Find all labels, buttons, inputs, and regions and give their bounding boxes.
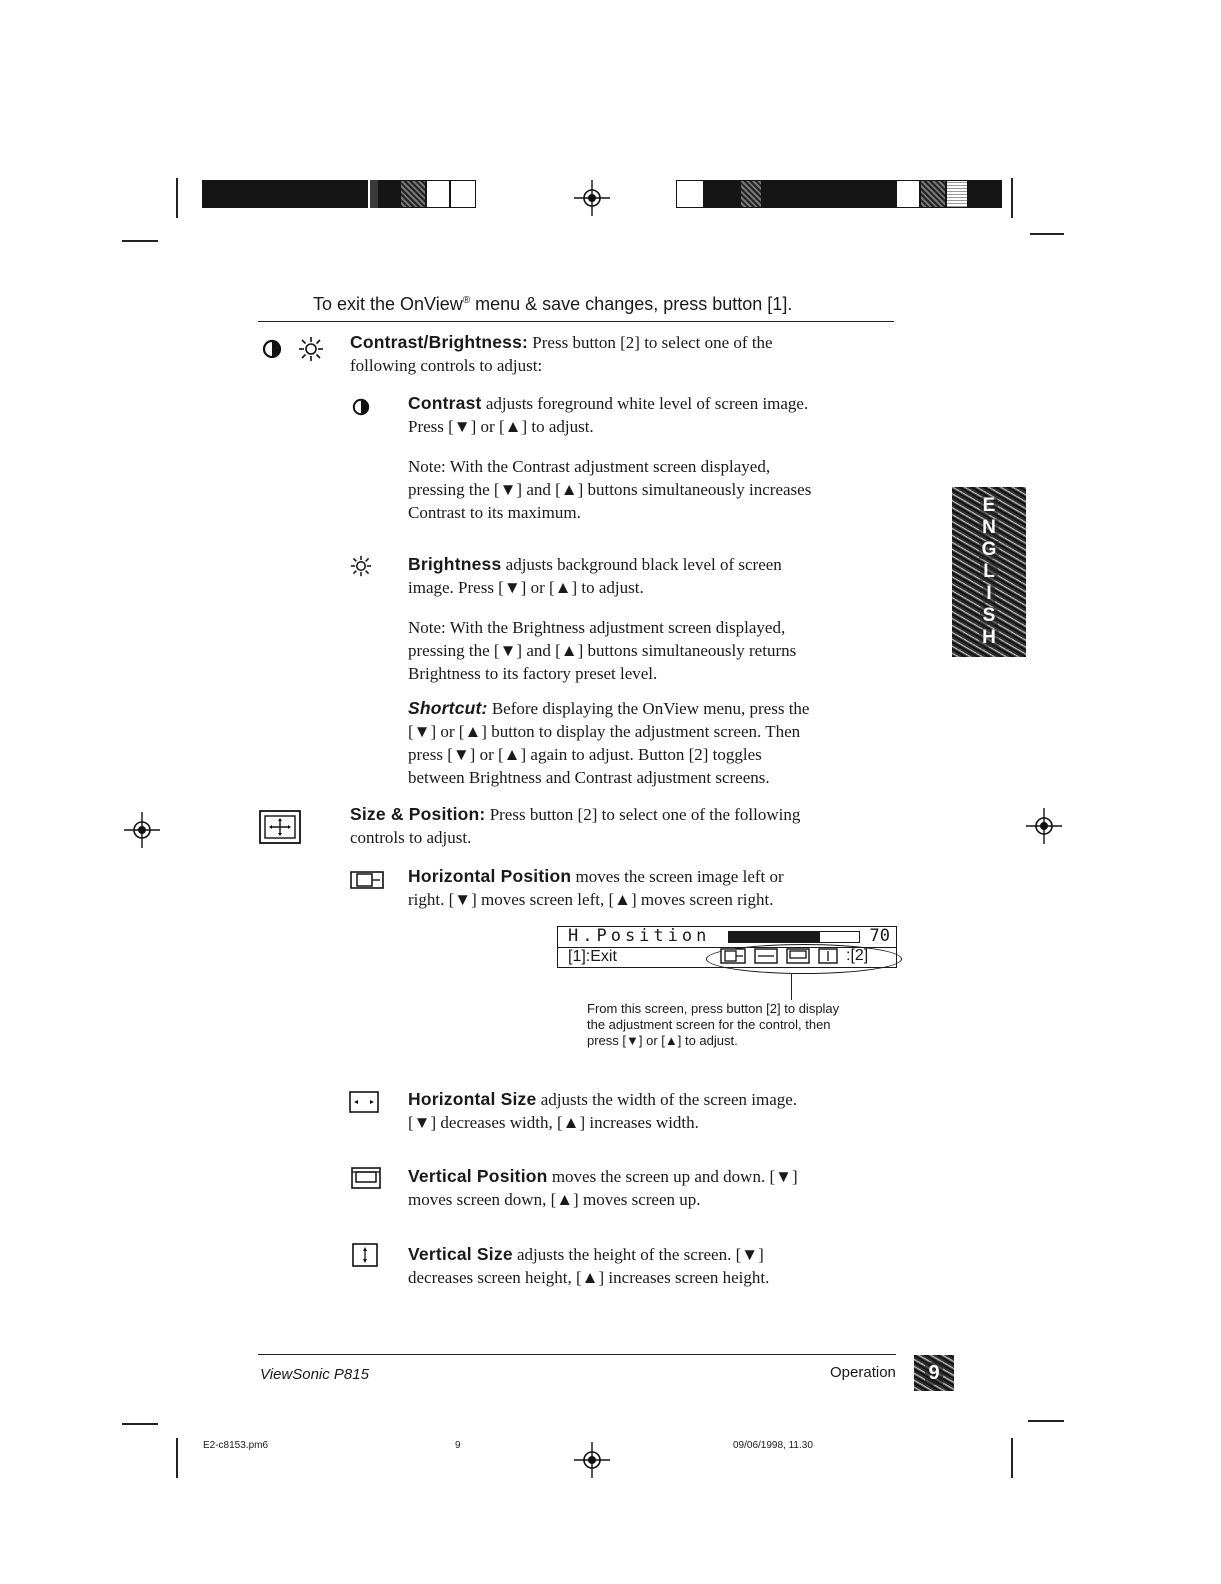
horizontal-size-icon — [349, 1091, 379, 1113]
osd-title: H.Position — [568, 926, 711, 946]
vertical-size-description: Vertical Size adjusts the height of the screen. [▼] decreases screen height, [▲] increases screen height. — [408, 1244, 770, 1287]
registration-mark-icon — [574, 1442, 610, 1478]
slug-filename: E2-c8153.pm6 — [203, 1440, 269, 1451]
osd-control-icons — [720, 948, 868, 964]
osd-value: 70 — [869, 926, 890, 946]
page-number-badge — [914, 1355, 954, 1391]
brightness-icon — [350, 555, 372, 577]
crop-mark — [1011, 178, 1013, 218]
crop-mark — [122, 240, 158, 242]
size-position-heading: Size & Position: — [350, 804, 486, 824]
contrast-icon — [352, 398, 370, 416]
vertical-position-icon — [351, 1167, 381, 1189]
osd-caption: From this screen, press button [2] to display the adjustment screen for the control, then press [▼] or [▲] to adjust. — [587, 1001, 840, 1048]
osd-button-ref: :[2] — [846, 947, 869, 964]
vertical-position-description: Vertical Position moves the screen up and down. [▼] moves screen down, [▲] moves screen up. — [408, 1166, 798, 1209]
crop-mark — [122, 1423, 158, 1425]
callout-line — [791, 974, 792, 1000]
page-number: 9 — [925, 1362, 942, 1385]
osd-exit-label: [1]:Exit — [568, 948, 617, 965]
language-tab-letter: N — [979, 519, 999, 537]
crop-mark — [176, 178, 178, 218]
registration-mark-icon — [574, 180, 610, 216]
language-tab-letter: H — [979, 629, 999, 647]
language-tab-letter: E — [980, 497, 999, 515]
slug-timestamp: 09/06/1998, 11.30 — [733, 1440, 813, 1451]
contrast-brightness-heading: Contrast/Brightness: — [350, 332, 529, 352]
language-tab-letter: I — [983, 585, 994, 603]
registration-mark-icon — [1026, 808, 1062, 844]
crop-mark — [1011, 1438, 1013, 1478]
brightness-icon — [298, 336, 324, 362]
vertical-size-icon — [818, 948, 838, 964]
color-bar-right — [676, 180, 1002, 208]
osd-level-bar — [728, 931, 860, 943]
horizontal-size-description: Horizontal Size adjusts the width of the screen image. [▼] decreases width, [▲] increases width. — [408, 1089, 798, 1132]
header-rule — [258, 321, 894, 322]
size-position-intro: Size & Position: Press button [2] to select one of the following controls to adjust. — [350, 804, 801, 847]
contrast-icon — [262, 339, 282, 359]
horizontal-position-description: Horizontal Position moves the screen image left or right. [▼] moves screen left, [▲] moves screen right. — [408, 866, 784, 909]
crop-mark — [1028, 1420, 1064, 1422]
brightness-note: Note: With the Brightness adjustment screen displayed, pressing the [▼] and [▲] buttons simultaneously returns Brightness to its factory preset level. — [408, 618, 797, 683]
contrast-description: Contrast adjusts foreground white level of screen image. Press [▼] or [▲] to adjust. — [408, 393, 809, 436]
language-tab — [952, 487, 1026, 657]
registration-mark-icon — [124, 812, 160, 848]
contrast-note: Note: With the Contrast adjustment screen displayed, pressing the [▼] and [▲] buttons simultaneously increases Contrast to its maximum. — [408, 457, 812, 522]
contrast-brightness-intro: Contrast/Brightness: Press button [2] to select one of the following controls to adjust: — [350, 332, 773, 375]
language-tab-letter: L — [980, 563, 998, 581]
shortcut-tip: Shortcut: Before displaying the OnView menu, press the [▼] or [▲] button to display the adjustment screen. Then press [▼] or [▲] again to adjust. Button [2] toggles between Brightness and Contrast adjustment screens. — [408, 698, 810, 787]
vertical-size-icon — [352, 1243, 378, 1267]
color-bar-left — [202, 180, 476, 208]
footer-section: Operation — [830, 1364, 896, 1381]
crop-mark — [176, 1438, 178, 1478]
horizontal-position-icon — [720, 948, 746, 964]
footer-rule — [258, 1354, 896, 1355]
horizontal-position-icon — [350, 870, 384, 890]
footer-product: ViewSonic P815 — [260, 1366, 369, 1383]
slug-page: 9 — [455, 1440, 461, 1451]
vertical-position-icon — [786, 948, 810, 964]
language-tab-letter: S — [980, 607, 999, 625]
brightness-description: Brightness adjusts background black level of screen image. Press [▼] or [▲] to adjust. — [408, 554, 782, 597]
size-position-icon — [259, 810, 301, 844]
language-tab-letter: G — [979, 541, 1000, 559]
crop-mark — [1030, 233, 1064, 235]
osd-level-fill — [729, 932, 820, 942]
horizontal-size-icon — [754, 948, 778, 964]
exit-instruction: To exit the OnView® menu & save changes, press button [1]. — [313, 294, 793, 314]
